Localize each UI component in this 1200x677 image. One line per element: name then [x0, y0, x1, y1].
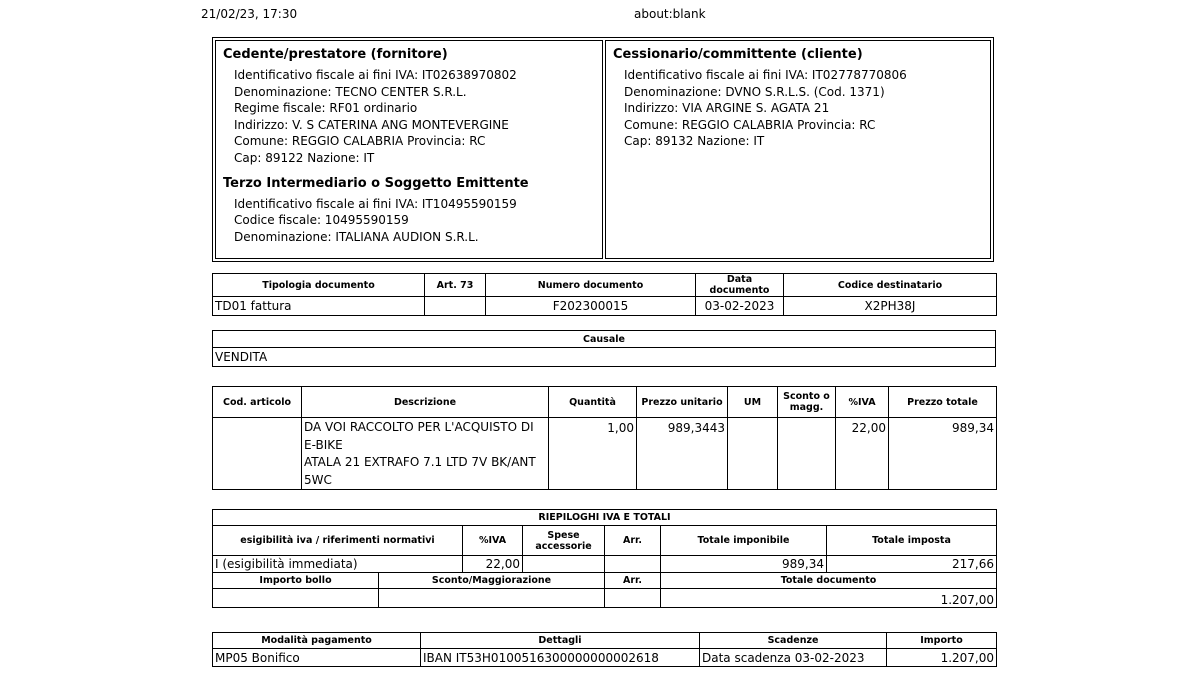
um-cell	[728, 418, 778, 490]
quantita-cell: 1,00	[549, 418, 637, 490]
parties-box	[212, 37, 994, 262]
tipologia-value: TD01 fattura	[213, 297, 425, 316]
terzo-line: Denominazione: ITALIANA AUDION S.R.L.	[234, 229, 479, 244]
header-esigibilita: esigibilità iva / riferimenti normativi	[213, 526, 463, 556]
header-imponibile: Totale imponibile	[661, 526, 827, 556]
imposta-cell: 217,66	[827, 556, 997, 573]
importo-cell: 1.207,00	[887, 649, 997, 667]
riepiloghi-table	[212, 509, 997, 608]
cedente-line: Regime fiscale: RF01 ordinario	[234, 101, 418, 116]
table-row	[213, 589, 997, 608]
terzo-title: Terzo Intermediario o Soggetto Emittente	[223, 175, 529, 191]
header-data: Data documento	[696, 274, 784, 297]
header-quantita: Quantità	[549, 387, 637, 418]
header-causale: Causale	[213, 331, 996, 348]
header-sconto: Sconto o magg.	[778, 387, 836, 418]
esigibilita-cell: I (esigibilità immediata)	[213, 556, 463, 573]
causale-value: VENDITA	[213, 348, 996, 367]
cessionario-line: Cap: 89132 Nazione: IT	[624, 134, 765, 149]
righe-table	[212, 386, 997, 490]
dettagli-cell: IBAN IT53H0100516300000000002618	[421, 649, 700, 667]
table-row	[213, 649, 997, 667]
header-imposta: Totale imposta	[827, 526, 997, 556]
iva-riepilogo-cell: 22,00	[463, 556, 523, 573]
header-importo: Importo	[887, 633, 997, 649]
header-spese: Spese accessorie	[523, 526, 605, 556]
arr-cell	[605, 556, 661, 573]
totale-documento-cell: 1.207,00	[661, 589, 997, 608]
riepiloghi-title: RIEPILOGHI IVA E TOTALI	[213, 510, 997, 526]
numero-value: F202300015	[486, 297, 696, 316]
header-prezzo-totale: Prezzo totale	[889, 387, 997, 418]
header-totale-documento: Totale documento	[661, 573, 997, 589]
bollo-cell	[213, 589, 379, 608]
table-row	[213, 556, 997, 573]
header-arr: Arr.	[605, 526, 661, 556]
prezzo-unitario-cell: 989,3443	[637, 418, 728, 490]
header-iva: %IVA	[836, 387, 889, 418]
data-value: 03-02-2023	[696, 297, 784, 316]
page-url: about:blank	[634, 7, 706, 21]
cessionario-title: Cessionario/committente (cliente)	[613, 47, 863, 62]
cedente-title: Cedente/prestatore (fornitore)	[223, 47, 448, 62]
sconto-magg-cell	[379, 589, 605, 608]
descrizione-cell	[302, 418, 549, 490]
art73-value	[425, 297, 486, 316]
modalita-cell: MP05 Bonifico	[213, 649, 421, 667]
header-um: UM	[728, 387, 778, 418]
header-iva-riepilogo: %IVA	[463, 526, 523, 556]
header-modalita: Modalità pagamento	[213, 633, 421, 649]
header-dettagli: Dettagli	[421, 633, 700, 649]
header-sconto-magg: Sconto/Maggiorazione	[379, 573, 605, 589]
cessionario-section	[605, 40, 991, 259]
cedente-line: Cap: 89122 Nazione: IT	[234, 150, 375, 165]
header-tipologia: Tipologia documento	[213, 274, 425, 297]
descrizione-line: DA VOI RACCOLTO PER L'ACQUISTO DI E-BIKE	[304, 420, 534, 452]
header-codice: Codice destinatario	[784, 274, 997, 297]
print-timestamp: 21/02/23, 17:30	[201, 7, 298, 21]
cedente-line: Indirizzo: V. S CATERINA ANG MONTEVERGINE	[234, 117, 509, 132]
cedente-line: Comune: REGGIO CALABRIA Provincia: RC	[234, 134, 486, 149]
cedente-line: Identificativo fiscale ai fini IVA: IT02638970802	[234, 68, 517, 82]
imponibile-cell: 989,34	[661, 556, 827, 573]
prezzo-totale-cell: 989,34	[889, 418, 997, 490]
spese-cell	[523, 556, 605, 573]
cod-articolo-cell	[213, 418, 302, 490]
sconto-cell	[778, 418, 836, 490]
terzo-line: Codice fiscale: 10495590159	[234, 213, 409, 228]
terzo-line: Identificativo fiscale ai fini IVA: IT10495590159	[234, 196, 517, 211]
descrizione-line: ATALA 21 EXTRAFO 7.1 LTD 7V BK/ANT 5WC	[304, 455, 536, 487]
iva-cell: 22,00	[836, 418, 889, 490]
pagamento-table	[212, 632, 997, 667]
cedente-section	[215, 40, 603, 259]
codice-value: X2PH38J	[784, 297, 997, 316]
header-scadenze: Scadenze	[700, 633, 887, 649]
scadenze-cell: Data scadenza 03-02-2023	[700, 649, 887, 667]
cessionario-line: Denominazione: DVNO S.R.L.S. (Cod. 1371)	[624, 84, 885, 99]
cedente-line: Denominazione: TECNO CENTER S.R.L.	[234, 84, 467, 99]
arr2-cell	[605, 589, 661, 608]
cessionario-line: Comune: REGGIO CALABRIA Provincia: RC	[624, 117, 876, 132]
cessionario-line: Identificativo fiscale ai fini IVA: IT02778770806	[624, 68, 907, 82]
header-descrizione: Descrizione	[302, 387, 549, 418]
cessionario-line: Indirizzo: VIA ARGINE S. AGATA 21	[624, 101, 830, 116]
header-arr2: Arr.	[605, 573, 661, 589]
header-numero: Numero documento	[486, 274, 696, 297]
table-row	[213, 418, 997, 490]
causale-table	[212, 330, 996, 367]
header-art73: Art. 73	[425, 274, 486, 297]
header-cod-articolo: Cod. articolo	[213, 387, 302, 418]
header-prezzo-unitario: Prezzo unitario	[637, 387, 728, 418]
header-bollo: Importo bollo	[213, 573, 379, 589]
documento-table	[212, 273, 997, 316]
